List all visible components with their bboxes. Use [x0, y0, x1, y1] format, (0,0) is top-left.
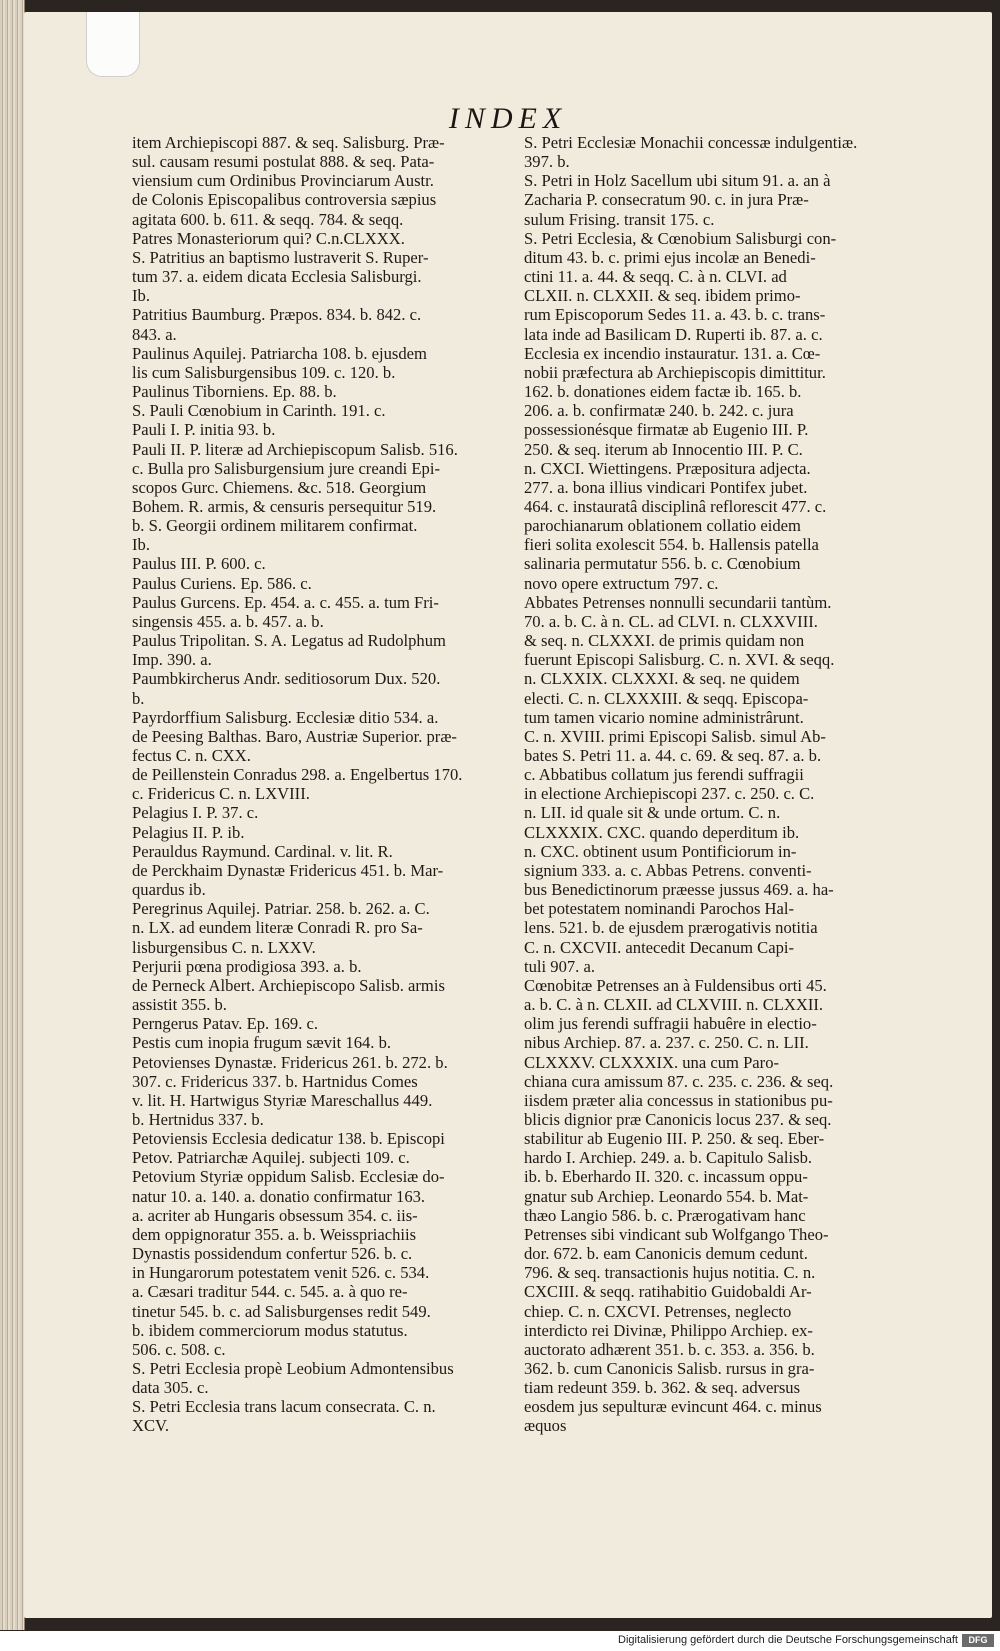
index-line: nibus Archiep. 87. a. 237. c. 250. C. n. LII. [524, 1033, 809, 1053]
index-line: novo opere extructum 797. c. [524, 573, 719, 593]
index-line: lisburgensibus C. n. LXXV. [132, 937, 316, 957]
index-line: ib. b. Eberhardo II. 320. c. incassum oppu- [524, 1167, 808, 1187]
index-line: Cœnobitæ Petrenses an à Fuldensibus orti 45. [524, 975, 827, 995]
index-line: Patres Monasteriorum qui? C.n.CLXXX. [132, 228, 405, 248]
index-line: Paulinus Aquilej. Patriarcha 108. b. ejusdem [132, 343, 427, 363]
index-line: Peregrinus Aquilej. Patriar. 258. b. 262. a. C. [132, 899, 430, 919]
index-line: Paumbkircherus Andr. seditiosorum Dux. 520. [132, 669, 441, 689]
index-line: Patritius Baumburg. Præpos. 834. b. 842. c. [132, 305, 422, 325]
index-line: 70. a. b. C. à n. CL. ad CLVI. n. CLXXVIII. [524, 611, 818, 631]
page-title: INDEX [448, 102, 568, 135]
index-line: lens. 521. b. de ejusdem prærogativis notitia [524, 918, 818, 938]
index-line: n. LII. id quale sit & unde ortum. C. n. [524, 803, 781, 823]
index-line: 397. b. [524, 152, 570, 172]
index-line: C. n. XVIII. primi Episcopi Salisb. simul Ab- [524, 726, 826, 746]
index-line: c. Fridericus C. n. LXVIII. [132, 784, 310, 804]
index-line: scopos Gurc. Chiemens. &c. 518. Georgium [132, 477, 427, 497]
paper-clip-strip [86, 12, 140, 77]
index-line: Petovium Styriæ oppidum Salisb. Ecclesiæ do- [132, 1167, 445, 1187]
right-column [524, 133, 908, 1436]
index-line: item Archiepiscopi 887. & seq. Salisburg. Præ- [132, 133, 445, 152]
index-line: Paulus Tripolitan. S. A. Legatus ad Rudolphum [132, 631, 446, 651]
index-line: Pelagius II. P. ib. [132, 822, 245, 842]
footer-bar [0, 1631, 1000, 1651]
index-line: Perjurii pœna prodigiosa 393. a. b. [132, 956, 362, 976]
index-line: possessionésque firmatæ ab Eugenio III. P. [524, 420, 809, 440]
index-line: de Perckhaim Dynastæ Fridericus 451. b. Mar- [132, 860, 444, 880]
index-line: tum tamen vicario nomine administrârunt. [524, 707, 804, 727]
index-line: n. CXC. obtinent usum Pontificiorum in- [524, 841, 797, 861]
book-page [24, 12, 992, 1618]
index-line: rum Episcoporum Sedes 11. a. 43. b. c. trans- [524, 305, 826, 325]
index-line: viensium cum Ordinibus Provinciarum Austr. [132, 171, 434, 191]
index-line: data 305. c. [132, 1378, 209, 1398]
index-line: dem oppignoratur 355. a. b. Weisspriachiis [132, 1224, 417, 1244]
index-line: æquos [524, 1416, 567, 1436]
index-line: 307. c. Fridericus 337. b. Hartnidus Comes [132, 1071, 418, 1091]
index-line: de Peesing Balthas. Baro, Austriæ Superior. præ- [132, 726, 457, 746]
index-line: singensis 455. a. b. 457. a. b. [132, 611, 324, 631]
index-line: S. Petri Ecclesia trans lacum consecrata. C. n. [132, 1397, 436, 1417]
index-line: Paulus III. P. 600. c. [132, 554, 266, 574]
index-line: stabilitur ab Eugenio III. P. 250. & seq. Eber- [524, 1129, 825, 1149]
index-line: chiana cura amissum 87. c. 235. c. 236. & seq. [524, 1071, 834, 1091]
index-line: Imp. 390. a. [132, 650, 212, 670]
index-line: S. Pauli Cœnobium in Carinth. 191. c. [132, 401, 386, 421]
index-line: tinetur 545. b. c. ad Salisburgenses redit 549. [132, 1301, 431, 1321]
index-line: fuerunt Episcopi Salisburg. C. n. XVI. & seqq. [524, 650, 835, 670]
index-line: Payrdorffium Salisburg. Ecclesiæ ditio 534. a. [132, 707, 439, 727]
index-line: Pauli I. P. initia 93. b. [132, 420, 276, 440]
index-line: Dynastis possidendum confertur 526. b. c. [132, 1244, 413, 1264]
index-line: c. Abbatibus collatum jus ferendi suffragii [524, 765, 804, 785]
index-line: de Peillenstein Conradus 298. a. Engelbertus 170. [132, 765, 463, 785]
index-line: Bohem. R. armis, & censuris persequitur 519. [132, 496, 437, 516]
index-line: Zacharia P. consecratum 90. c. in jura Præ- [524, 190, 809, 210]
index-line: fectus C. n. CXX. [132, 746, 251, 765]
index-line: 162. b. donationes eidem factæ ib. 165. b. [524, 382, 802, 402]
index-line: & seq. n. CLXXXI. de primis quidam non [524, 631, 805, 651]
index-line: hardo I. Archiep. 249. a. b. Capitulo Salisb. [524, 1148, 813, 1168]
index-line: tiam redeunt 359. b. 362. & seq. adversus [524, 1378, 801, 1398]
index-line: in electione Archiepiscopi 237. c. 250. c. C. [524, 784, 815, 804]
index-line: Paulinus Tiborniens. Ep. 88. b. [132, 382, 337, 402]
index-line: CLXII. n. CLXXII. & seq. ibidem primo- [524, 286, 801, 306]
index-line: Ecclesia ex incendio instauratur. 131. a. Cœ- [524, 343, 821, 363]
index-line: de Colonis Episcopalibus controversia sæpius [132, 190, 437, 210]
index-line: bates S. Petri 11. a. 44. c. 69. & seq. 87. a. b. [524, 746, 822, 765]
index-line: Perauldus Raymund. Cardinal. v. lit. R. [132, 841, 393, 861]
index-line: Ib. [132, 535, 150, 555]
index-line: v. lit. H. Hartwigus Styriæ Mareschallus 449. [132, 1090, 433, 1110]
index-line: a. b. C. à n. CLXII. ad CLXVIII. n. CLXXII. [524, 995, 824, 1015]
index-line: CXCIII. & seqq. ratihabitio Guidobaldi Ar- [524, 1282, 812, 1302]
index-line: lis cum Salisburgensibus 109. c. 120. b. [132, 362, 396, 382]
index-line: parochianarum oblationem collatio eidem [524, 516, 801, 536]
index-line: bet potestatem nominandi Parochos Hal- [524, 899, 795, 919]
footer-credit: Digitalisierung gefördert durch die Deutsche Forschungsgemeinschaft [618, 1634, 958, 1646]
index-line: signium 333. a. c. Abbas Petrens. conventi- [524, 860, 812, 880]
index-line: S. Petri Ecclesiæ Monachii concessæ indulgentiæ. [524, 133, 858, 152]
index-line: Petrenses sibi vindicant sub Wolfgango Theo- [524, 1224, 829, 1244]
index-line: tuli 907. a. [524, 956, 595, 976]
index-line: natur 10. a. 140. a. donatio confirmatur 163. [132, 1186, 426, 1206]
index-line: b. ibidem commerciorum modus statutus. [132, 1320, 408, 1340]
index-line: quardus ib. [132, 880, 206, 900]
index-line: Paulus Curiens. Ep. 586. c. [132, 573, 312, 593]
index-line: CLXXXIX. CXC. quando deperditum ib. [524, 822, 800, 842]
index-line: sul. causam resumi postulat 888. & seq. Pata- [132, 152, 435, 172]
index-line: Petoviensis Ecclesia dedicatur 138. b. Episcopi [132, 1129, 445, 1149]
index-line: 843. a. [132, 324, 177, 344]
index-line: XCV. [132, 1416, 170, 1436]
index-line: 464. c. instauratâ disciplinâ reflorescit 477. c. [524, 496, 827, 516]
index-line: S. Petri Ecclesia propè Leobium Admontensibus [132, 1359, 454, 1378]
index-line: C. n. CXCVII. antecedit Decanum Capi- [524, 937, 795, 957]
index-line: ditum 43. b. c. primi ejus incolæ an Benedi- [524, 247, 816, 267]
index-line: S. Petri Ecclesia, & Cœnobium Salisburgi con- [524, 228, 837, 248]
index-line: Pestis cum inopia frugum sævit 164. b. [132, 1033, 392, 1053]
index-line: sulum Frising. transit 175. c. [524, 209, 715, 229]
index-line: agitata 600. b. 611. & seqq. 784. & seqq. [132, 209, 404, 229]
index-line: 362. b. cum Canonicis Salisb. rursus in gra- [524, 1359, 815, 1378]
index-line: chiep. C. n. CXCVI. Petrenses, neglecto [524, 1301, 792, 1321]
index-line: 206. a. b. confirmatæ 240. b. 242. c. jura [524, 401, 794, 421]
index-line: Ib. [132, 286, 150, 306]
index-line: auctorato adhærent 351. b. c. 353. a. 356. b. [524, 1339, 815, 1359]
index-line: 506. c. 508. c. [132, 1339, 226, 1359]
index-line: b. Hertnidus 337. b. [132, 1109, 264, 1129]
index-line: fieri solita exolescit 554. b. Hallensis patella [524, 535, 819, 555]
dfg-logo: DFG [962, 1634, 994, 1647]
index-line: salinaria permutatur 556. b. c. Cœnobium [524, 554, 801, 574]
index-line: Paulus Gurcens. Ep. 454. a. c. 455. a. tum Fri- [132, 592, 439, 612]
index-line: assistit 355. b. [132, 995, 227, 1015]
page-stack-edge [0, 0, 25, 1630]
index-line: S. Patritius an baptismo lustraverit S. Ruper- [132, 247, 429, 267]
index-line: nobii præfectura ab Archiepiscopis dimittitur. [524, 362, 826, 382]
index-line: olim jus ferendi suffragii habuêre in electio- [524, 1014, 817, 1034]
index-line: Petovienses Dynastæ. Fridericus 261. b. 272. b. [132, 1052, 448, 1072]
index-line: 796. & seq. transactionis hujus notitia. C. n. [524, 1263, 816, 1283]
index-line: ctini 11. a. 44. & seqq. C. à n. CLVI. ad [524, 267, 787, 287]
index-line: Petov. Patriarchæ Aquilej. subjecti 109. c. [132, 1148, 410, 1168]
index-line: tum 37. a. eidem dicata Ecclesia Salisburgi. [132, 267, 422, 287]
index-line: iisdem præter alia concessus in stationibus pu- [524, 1090, 833, 1110]
index-line: Abbates Petrenses nonnulli secundarii tantùm. [524, 592, 832, 612]
left-column [132, 133, 504, 1436]
index-line: n. CXCI. Wiettingens. Præpositura adjecta. [524, 458, 811, 478]
index-line: 250. & seq. iterum ab Innocentio III. P. C. [524, 439, 803, 459]
index-line: in Hungarorum potestatem venit 526. c. 534. [132, 1263, 430, 1283]
index-line: c. Bulla pro Salisburgensium jure creandi Epi- [132, 458, 440, 478]
index-line: Pauli II. P. literæ ad Archiepiscopum Salisb. 516. [132, 439, 458, 459]
index-line: blicis dignior præ Canonicis locus 237. & seq. [524, 1109, 832, 1129]
index-line: a. Cæsari traditur 544. c. 545. a. à quo re- [132, 1282, 408, 1302]
index-line: gnatur sub Archiep. Leonardo 554. b. Mat- [524, 1186, 809, 1206]
index-line: de Perneck Albert. Archiepiscopo Salisb. armis [132, 975, 445, 995]
index-line: electi. C. n. CLXXXIII. & seqq. Episcopa- [524, 688, 809, 708]
index-line: CLXXXV. CLXXXIX. una cum Paro- [524, 1052, 780, 1072]
index-line: 277. a. bona illius vindicari Pontifex jubet. [524, 477, 808, 497]
index-line: S. Petri in Holz Sacellum ubi situm 91. a. an à [524, 171, 831, 191]
index-line: a. acriter ab Hungaris obsessum 354. c. iis- [132, 1205, 418, 1225]
index-line: interdicto rei Divinæ, Philippo Archiep. ex- [524, 1320, 813, 1340]
index-line: lata inde ad Basilicam D. Ruperti ib. 87. a. c. [524, 324, 823, 344]
index-line: thæo Langio 586. b. c. Prærogativam hanc [524, 1205, 806, 1225]
index-line: n. CLXXIX. CLXXXI. & seq. ne quidem [524, 669, 800, 689]
index-line: b. S. Georgii ordinem militarem confirmat. [132, 516, 418, 536]
index-line: bus Benedictinorum præesse jussus 469. a. ha- [524, 880, 834, 900]
index-line: n. LX. ad eundem literæ Conradi R. pro Sa- [132, 918, 423, 938]
index-line: dor. 672. b. eam Canonicis demum cedunt. [524, 1244, 808, 1264]
index-line: Perngerus Patav. Ep. 169. c. [132, 1014, 319, 1034]
index-line: b. [132, 688, 145, 708]
index-line: eosdem jus sepulturæ evincunt 464. c. minus [524, 1397, 822, 1417]
index-line: Pelagius I. P. 37. c. [132, 803, 259, 823]
